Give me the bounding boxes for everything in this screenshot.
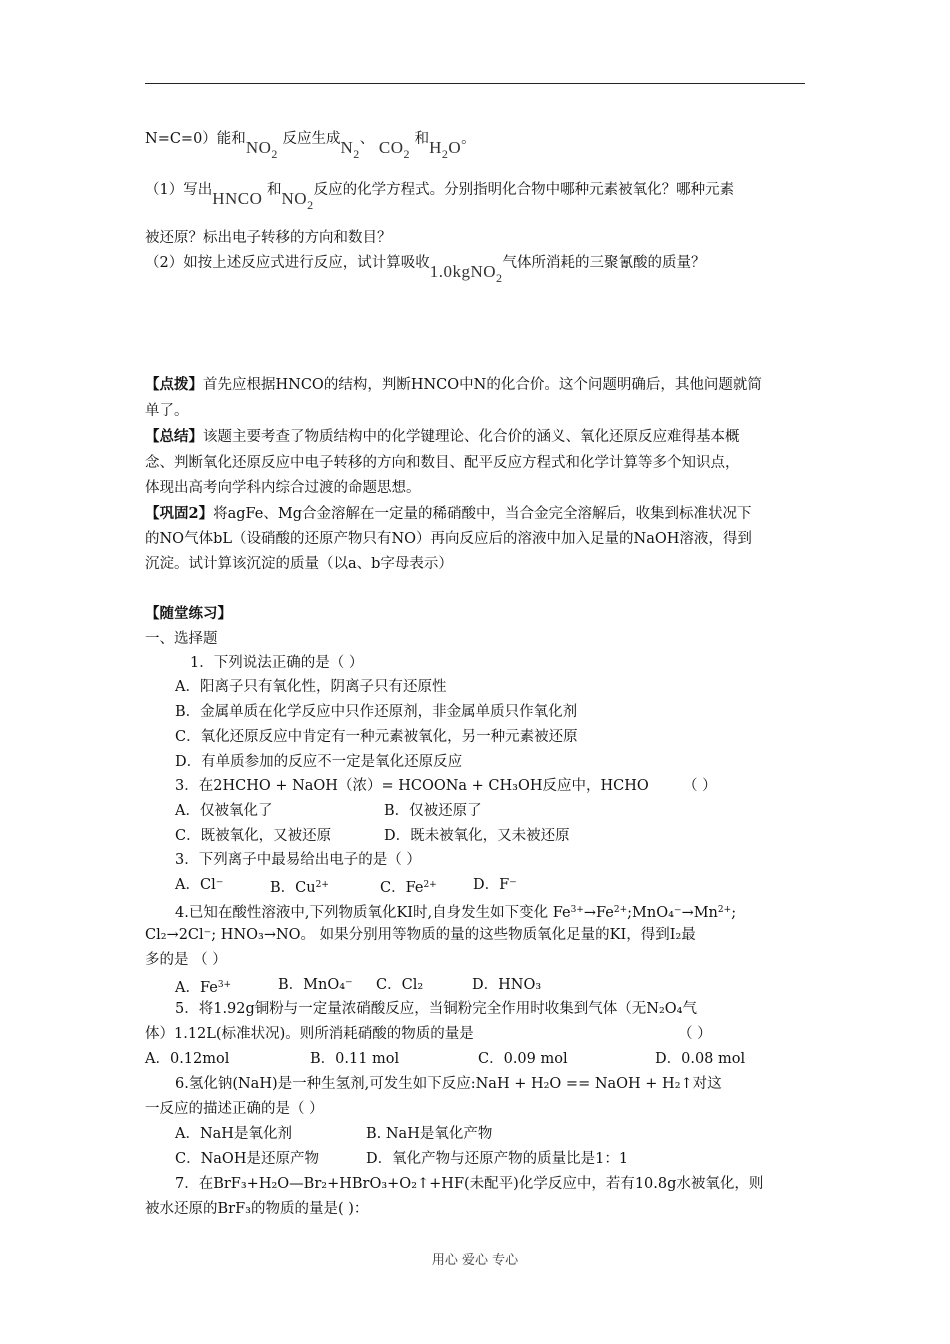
consolidate-line-2: 的NO气体bL（设硝酸的还原产物只有NO）再向反应后的溶液中加入足量的NaOH溶液，得到 <box>145 531 752 547</box>
p6-line-1: 6.氢化钠(NaH)是一种生氢剂,可发生如下反应:NaH + H₂O == NaOH + H₂↑对这 <box>175 1076 722 1092</box>
p3b-option-a: A．Cl⁻ <box>175 877 224 893</box>
p1-option-a: A．阳离子只有氧化性，阴离子只有还原性 <box>175 679 447 695</box>
p1-option-b: B．金属单质在化学反应中只作还原剂，非金属单质只作氧化剂 <box>175 704 578 720</box>
page-footer: 用心 爱心 专心 <box>431 1253 519 1268</box>
p6-option-b: B. NaH是氧化产物 <box>366 1126 493 1142</box>
p5-line-2: 体）1.12L(标准状况)。则所消耗硝酸的物质的量是 <box>145 1026 474 1042</box>
summary-heading: 【总结】 <box>145 428 203 445</box>
summary-line-2: 念、判断氧化还原反应中电子转移的方向和数目、配平反应方程式和化学计算等多个知识点， <box>145 455 740 471</box>
p3a-option-b: B．仅被还原了 <box>384 803 482 819</box>
p5-option-b: B．0.11 mol <box>310 1051 400 1067</box>
intro-text-3: 和 <box>414 131 430 147</box>
p3a-option-a: A．仅被氧化了 <box>175 803 273 819</box>
p6-option-c: C．NaOH是还原产物 <box>175 1151 319 1167</box>
formula-mass-no2: 1.0kgNO$_2$ <box>429 262 503 285</box>
p3a-option-c: C．既被氧化，又被还原 <box>175 828 332 844</box>
consolidate-heading: 【巩固2】 <box>145 505 214 522</box>
p3b-option-d: D．F⁻ <box>473 877 517 893</box>
p6-option-d: D．氧化产物与还原产物的质量比是1：1 <box>366 1151 629 1167</box>
question-2: （2）如按上述反应式进行反应，试计算吸收1.0kgNO$_2$气体所消耗的三聚氰酸的质量？ <box>145 255 706 285</box>
question-intro: N=C=0）能和$NO_2$ 反应生成$N_2$、 $CO_2$ 和$H_2O$。 <box>145 131 476 161</box>
p7-line-1: 7．在BrF₃+H₂O—Br₂+HBrO₃+O₂↑+HF(未配平)化学反应中，若有10.8g水被氧化，则 <box>175 1176 764 1192</box>
p1-stem: 1．下列说法正确的是（ ） <box>190 655 364 671</box>
p1-option-c: C．氧化还原反应中肯定有一种元素被氧化，另一种元素被还原 <box>175 729 578 745</box>
summary-line-1: 【总结】该题主要考查了物质结构中的化学键理论、化合价的涵义、氧化还原反应难得基本概 <box>145 428 740 445</box>
p3a-answer-paren: （ ） <box>683 778 717 794</box>
question-1-line-2: 被还原？标出电子转移的方向和数目？ <box>145 230 392 246</box>
p1-option-d: D．有单质参加的反应不一定是氧化还原反应 <box>175 754 463 770</box>
tip-heading: 【点拨】 <box>145 376 203 393</box>
p5-option-c: C．0.09 mol <box>478 1051 568 1067</box>
consolidate-line-1: 【巩固2】将agFe、Mg合金溶解在一定量的稀硝酸中，当合金完全溶解后，收集到标准状况下 <box>145 505 752 522</box>
p3b-option-b: B．$Cu^{2+}$ <box>270 880 329 896</box>
p3a-option-d: D．既未被氧化，又未被还原 <box>384 828 570 844</box>
practice-heading: 【随堂练习】 <box>145 605 232 622</box>
p6-line-2: 一反应的描述正确的是（ ） <box>145 1101 324 1117</box>
summary-line-3: 体现出高考向学科内综合过渡的命题思想。 <box>145 480 421 496</box>
formula-co2: $CO_2$ <box>378 138 410 161</box>
tip-line-1: 【点拨】首先应根据HNCO的结构，判断HNCO中N的化合价。这个问题明确后，其他问题就简 <box>145 376 762 393</box>
question-1-line-1: （1）写出HNCO 和$NO_2$反应的化学方程式。分别指明化合物中哪种元素被氧化？哪种元素 <box>145 182 735 212</box>
p5-option-d: D．0.08 mol <box>655 1051 746 1067</box>
p4-line-1: 4.已知在酸性溶液中,下列物质氧化KI时,自身发生如下变化 $Fe^{3+}\to Fe^{2+};MnO_4^-\to Mn^{2+}$; <box>175 905 737 921</box>
formula-n2: $N_2$ <box>340 138 360 161</box>
formula-no2: $NO_2$ <box>281 189 314 212</box>
p4-option-d: D．HNO₃ <box>472 977 542 993</box>
p5-option-a: A．0.12mol <box>145 1051 230 1067</box>
section-title: 一、选择题 <box>145 631 218 647</box>
p5-line-1: 5．将1.92g铜粉与一定量浓硝酸反应，当铜粉完全作用时收集到气体（无N₂O₄气 <box>175 1001 697 1017</box>
p7-line-2: 被水还原的BrF₃的物质的量是( )： <box>145 1201 369 1217</box>
intro-text-2: 反应生成 <box>282 131 341 147</box>
p3b-option-c: C．$Fe^{2+}$ <box>380 880 437 896</box>
consolidate-line-3: 沉淀。试计算该沉淀的质量（以a、b字母表示） <box>145 556 453 572</box>
header-rule <box>145 83 805 84</box>
intro-text: N=C=0）能和 <box>145 131 246 147</box>
p4-option-c: C．Cl₂ <box>376 977 424 993</box>
p4-option-b: B．MnO₄⁻ <box>278 977 353 993</box>
formula-hnco: HNCO <box>212 189 263 208</box>
p3b-stem: 3．下列离子中最易给出电子的是（ ） <box>175 852 421 868</box>
p3a-stem: 3．在2HCHO + NaOH（浓）= HCOONa + CH₃OH反应中，HCHO <box>175 778 649 794</box>
formula-no2: $NO_2$ <box>245 138 278 161</box>
p4-line-3: 多的是 （ ） <box>145 952 227 968</box>
p4-line-2: Cl₂→2Cl⁻; HNO₃→NO。 如果分别用等物质的量的这些物质氧化足量的KI，得到I₂最 <box>145 927 696 943</box>
p5-answer-paren: （ ） <box>678 1026 712 1042</box>
p6-option-a: A．NaH是氧化剂 <box>175 1126 292 1142</box>
formula-h2o: $H_2O$ <box>429 138 462 161</box>
tip-line-2: 单了。 <box>145 403 189 419</box>
p4-option-a: A．$Fe^{3+}$ <box>175 980 232 996</box>
